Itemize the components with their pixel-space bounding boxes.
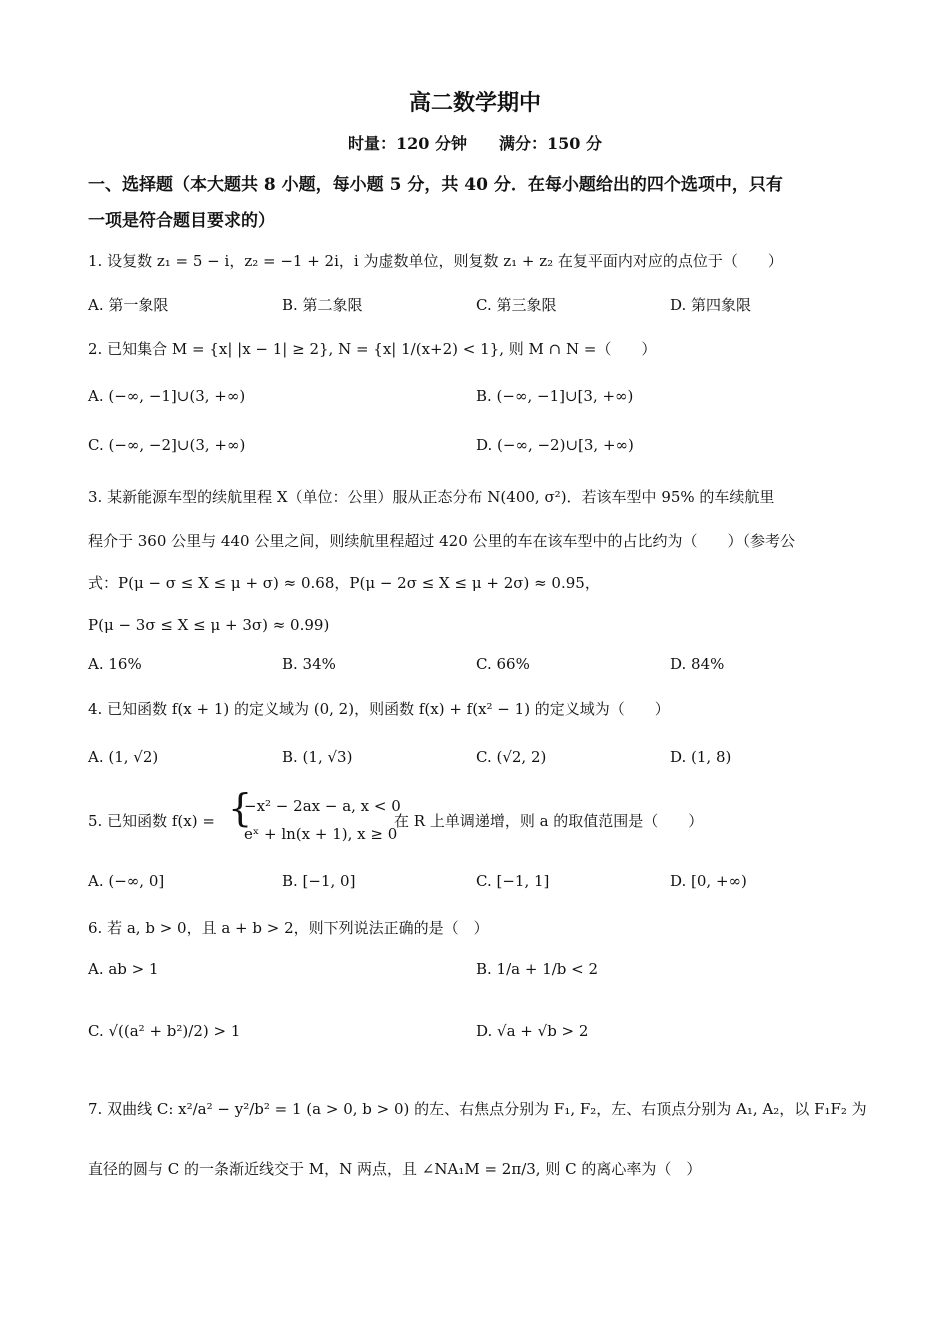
q1-stem: 1. 设复数 z₁ = 5 − i，z₂ = −1 + 2i，i 为虚数单位，则复数 z₁ + z₂ 在复平面内对应的点位于（ ） (88, 252, 783, 270)
q1-option-d: D. 第四象限 (670, 296, 752, 314)
q5-brace: { (228, 786, 253, 830)
q4-option-a: A. (1, √2) (88, 748, 159, 766)
exam-info: 时量：120 分钟 满分：150 分 (348, 134, 602, 153)
q1-option-c: C. 第三象限 (476, 296, 557, 314)
q7-stem-line2: 直径的圆与 C 的一条渐近线交于 M，N 两点，且 ∠NA₁M = 2π/3, 则 C 的离心率为（ ） (88, 1160, 702, 1178)
q2-option-a: A. (−∞, −1]∪(3, +∞) (88, 387, 246, 405)
q7-stem-line1: 7. 双曲线 C: x²/a² − y²/b² = 1 (a > 0, b > 0) 的左、右焦点分别为 F₁, F₂，左、右顶点分别为 A₁, A₂，以 F₁F₂ 为 (88, 1100, 867, 1118)
q2-stem: 2. 已知集合 M = {x| |x − 1| ≥ 2}, N = {x| 1/(x+2) < 1}, 则 M ∩ N =（ ） (88, 340, 657, 358)
q3-option-b: B. 34% (282, 655, 336, 673)
q1-option-a: A. 第一象限 (88, 296, 169, 314)
q3-option-c: C. 66% (476, 655, 530, 673)
q4-stem: 4. 已知函数 f(x + 1) 的定义域为 (0, 2)，则函数 f(x) + f(x² − 1) 的定义域为（ ） (88, 700, 670, 718)
q2-option-d: D. (−∞, −2)∪[3, +∞) (476, 436, 634, 454)
q3-stem-line1: 3. 某新能源车型的续航里程 X（单位：公里）服从正态分布 N(400, σ²)．若该车型中 95% 的车续航里 (88, 488, 775, 506)
section-heading-line1: 一、选择题（本大题共 8 小题，每小题 5 分，共 40 分．在每小题给出的四个选项中，只有 (88, 175, 783, 195)
q6-stem: 6. 若 a, b > 0，且 a + b > 2，则下列说法正确的是（ ） (88, 919, 489, 937)
q3-stem-line4: P(μ − 3σ ≤ X ≤ μ + 3σ) ≈ 0.99) (88, 616, 330, 634)
q5-stem-suffix: 在 R 上单调递增，则 a 的取值范围是（ ） (394, 812, 704, 830)
q5-option-b: B. [−1, 0] (282, 872, 356, 890)
q4-option-c: C. (√2, 2) (476, 748, 547, 766)
q5-case-1: −x² − 2ax − a, x < 0 (244, 797, 401, 815)
q6-option-a: A. ab > 1 (88, 960, 159, 978)
q5-option-d: D. [0, +∞) (670, 872, 747, 890)
q6-option-b: B. 1/a + 1/b < 2 (476, 960, 599, 978)
section-heading-line2: 一项是符合题目要求的） (88, 211, 275, 231)
q3-option-d: D. 84% (670, 655, 725, 673)
q5-option-c: C. [−1, 1] (476, 872, 550, 890)
page-title: 高二数学期中 (408, 90, 541, 116)
q4-option-b: B. (1, √3) (282, 748, 353, 766)
q1-option-b: B. 第二象限 (282, 296, 363, 314)
q3-stem-line3: 式：P(μ − σ ≤ X ≤ μ + σ) ≈ 0.68，P(μ − 2σ ≤ X ≤ μ + 2σ) ≈ 0.95， (88, 574, 600, 592)
q5-option-a: A. (−∞, 0] (88, 872, 165, 890)
q3-stem-line2: 程介于 360 公里与 440 公里之间，则续航里程超过 420 公里的车在该车型中的占比约为（ ）（参考公 (88, 532, 796, 550)
q3-option-a: A. 16% (88, 655, 142, 673)
q4-option-d: D. (1, 8) (670, 748, 732, 766)
q5-case-2: eˣ + ln(x + 1), x ≥ 0 (244, 825, 398, 843)
q2-option-c: C. (−∞, −2]∪(3, +∞) (88, 436, 246, 454)
q2-option-b: B. (−∞, −1]∪[3, +∞) (476, 387, 634, 405)
q6-option-c: C. √((a² + b²)/2) > 1 (88, 1022, 241, 1040)
q6-option-d: D. √a + √b > 2 (476, 1022, 589, 1040)
q5-stem-prefix: 5. 已知函数 f(x) = (88, 812, 215, 830)
